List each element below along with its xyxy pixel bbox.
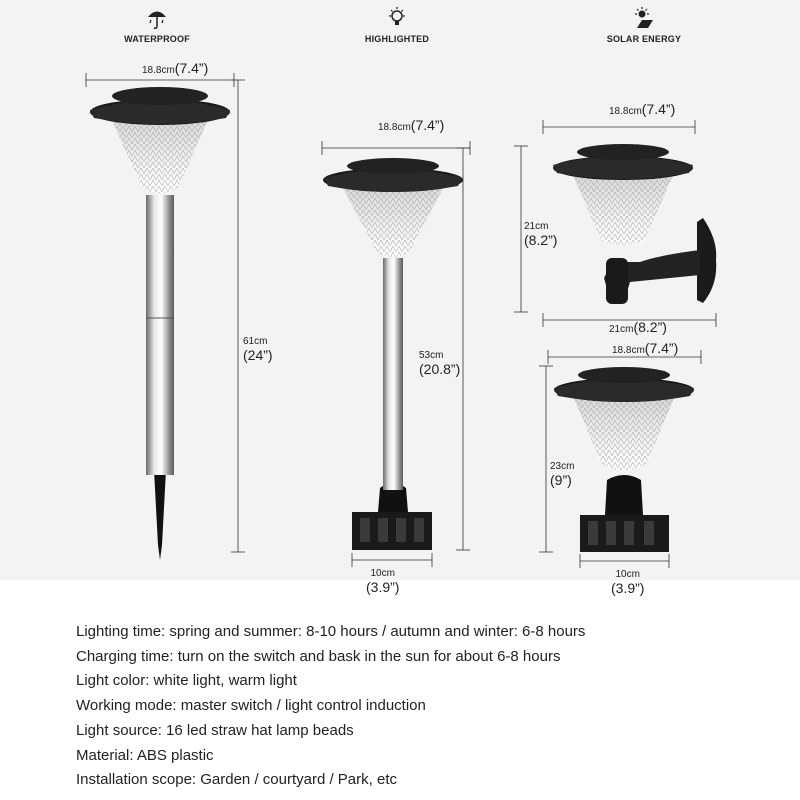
lamp3-width-label: 18.8cm(7.4”) (609, 101, 676, 117)
lamp2-base-label: 10cm (3.9”) (366, 568, 400, 595)
feature-label: WATERPROOF (124, 34, 190, 44)
spec-material: Material: ABS plastic (76, 746, 214, 764)
lamp2-width-label: 18.8cm(7.4”) (378, 117, 445, 133)
lamp1-height-label: 61cm (24”) (243, 336, 273, 363)
feature-waterproof (112, 6, 202, 44)
feature-highlighted (352, 6, 442, 44)
lamp2-height-label: 53cm (20.8”) (419, 350, 461, 377)
stake-lamp (90, 87, 230, 560)
product-specifications (76, 620, 776, 793)
wall-lamp (553, 144, 716, 304)
spec-working-mode: Working mode: master switch / light control induction (76, 697, 426, 715)
spec-charging-time: Charging time: turn on the switch and bask in the sun for about 6-8 hours (76, 647, 561, 665)
lamp3-depth-label: 21cm(8.2”) (609, 319, 667, 335)
sun-panel-icon (633, 6, 655, 30)
spec-lighting-time: Lighting time: spring and summer: 8-10 hours / autumn and winter: 6-8 hours (76, 623, 586, 640)
spec-installation-scope: Installation scope: Garden / courtyard / Park, etc (76, 771, 397, 789)
feature-solar-energy (594, 6, 694, 44)
post-lamp (554, 367, 694, 552)
light-bulb-icon (386, 6, 408, 30)
feature-label: HIGHLIGHTED (364, 34, 430, 44)
lamp3-height-label: 21cm (8.2”) (524, 221, 558, 248)
spec-light-source: Light source: 16 led straw hat lamp beads (76, 721, 354, 739)
lamp1-width-label: 18.8cm(7.4”) (142, 60, 209, 76)
lamp4-base-label: 10cm (3.9”) (611, 569, 645, 596)
feature-label: SOLAR ENERGY (606, 34, 682, 44)
spec-light-color: Light color: white light, warm light (76, 672, 297, 690)
umbrella-rain-icon (146, 6, 168, 30)
lamp4-height-label: 23cm (9”) (550, 461, 575, 488)
lamp4-width-label: 18.8cm(7.4”) (612, 340, 679, 356)
